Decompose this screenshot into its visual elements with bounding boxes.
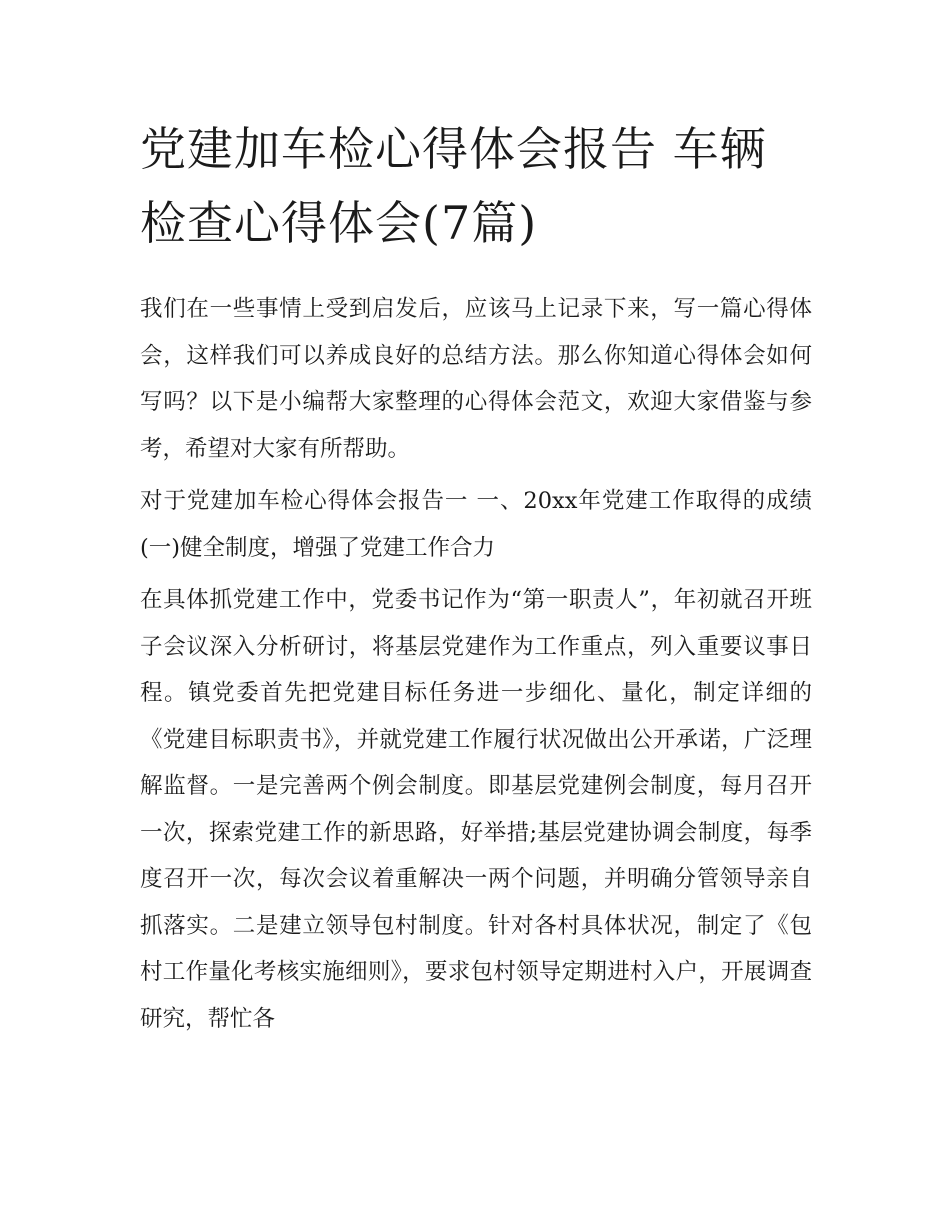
intro-paragraph: 我们在一些事情上受到启发后，应该马上记录下来，写一篇心得体会，这样我们可以养成良好的总结方法。那么你知道心得体会如何写吗？以下是小编帮大家整理的心得体会范文，欢迎大家借鉴与参考，希望对大家有所帮助。 — [140, 296, 812, 462]
document-page — [140, 112, 812, 1042]
document-title: 党建加车检心得体会报告 车辆检查心得体会(7篇) — [140, 122, 767, 250]
section-heading: 对于党建加车检心得体会报告一 一、20xx年党建工作取得的成绩 (一)健全制度，增强了党建工作合力 — [140, 488, 812, 561]
body-paragraph: 在具体抓党建工作中，党委书记作为“第一职责人”，年初就召开班子会议深入分析研讨，将基层党建作为工作重点，列入重要议事日程。镇党委首先把党建目标任务进一步细化、量化，制定详细的《党建目标职责书》，并就党建工作履行状况做出公开承诺，广泛理解监督。一是完善两个例会制度。即基层党建例会制度，每月召开一次，探索党建工作的新思路，好举措;基层党建协调会制度，每季度召开一次，每次会议着重解决一两个问题，并明确分管领导亲自抓落实。二是建立领导包村制度。针对各村具体状况，制定了《包村工作量化考核实施细则》，要求包村领导定期进村入户，开展调查研究，帮忙各 — [140, 587, 812, 1032]
